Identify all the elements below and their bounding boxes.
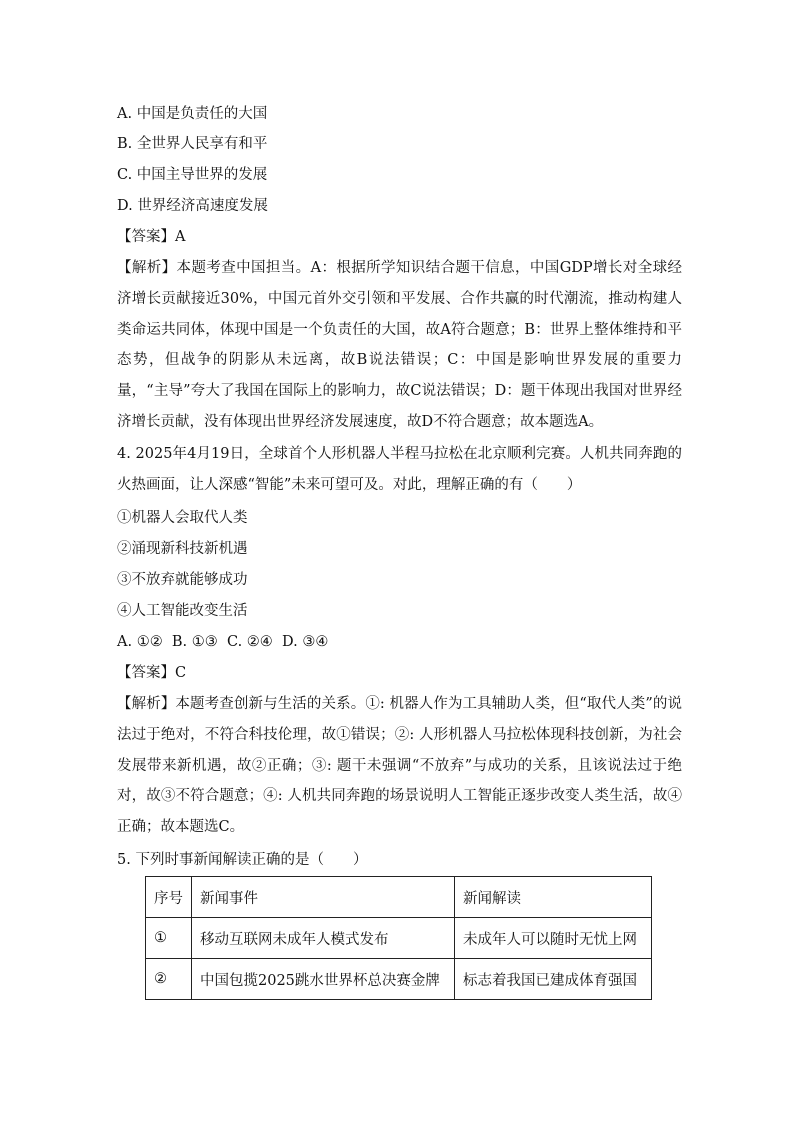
table-cell: 移动互联网未成年人模式发布 bbox=[192, 918, 455, 959]
news-table bbox=[145, 876, 652, 1000]
q4-options: A. ①② B. ①③ C. ②④ D. ③④ bbox=[117, 634, 329, 650]
table-cell: ② bbox=[146, 959, 192, 1000]
header-cell-number: 序号 bbox=[146, 877, 192, 918]
table-row bbox=[146, 959, 652, 1000]
q3-option-d: D. 世界经济高速度发展 bbox=[117, 198, 268, 214]
q4-item-1: ①机器人会取代人类 bbox=[117, 510, 248, 526]
q4-stem: 4. 2025年4月19日，全球首个人形机器人半程马拉松在北京顺利完赛。人机共同奔跑的火热画面，让人深感“智能”未来可望可及。对此，理解正确的有（ ） bbox=[117, 446, 682, 493]
header-cell-interpretation: 新闻解读 bbox=[455, 877, 652, 918]
q3-option-a: A. 中国是负责任的大国 bbox=[117, 106, 268, 122]
table-cell: 未成年人可以随时无忧上网 bbox=[455, 918, 652, 959]
q4-analysis: 【解析】本题考查创新与生活的关系。①: 机器人作为工具辅助人类，但“取代人类”的说法过于绝对，不符合科技伦理，故①错误；②: 人形机器人马拉松体现科技创新，为社会发展带来新机遇，故②正确；③: 题干未强调“不放弃”与成功的关系，且该说法过于绝对，故③不符合题意；④: 人机共同奔跑的场景说明人工智能正逐步改变人类生活，故④正确；故本题选C。 bbox=[117, 696, 682, 836]
table-row bbox=[146, 918, 652, 959]
table-cell: ① bbox=[146, 918, 192, 959]
q4-item-3: ③不放弃就能够成功 bbox=[117, 572, 248, 588]
table-cell: 中国包揽2025跳水世界杯总决赛金牌 bbox=[192, 959, 455, 1000]
q3-analysis: 【解析】本题考查中国担当。A：根据所学知识结合题干信息，中国GDP增长对全球经济增长贡献接近30%，中国元首外交引领和平发展、合作共赢的时代潮流，推动构建人类命运共同体，体现中国是一个负责任的大国，故A符合题意；B：世界上整体维持和平态势，但战争的阴影从未远离，故B说法错误；C：中国是影响世界发展的重要力量，“主导”夸大了我国在国际上的影响力，故C说法错误；D：题干体现出我国对世界经济增长贡献，没有体现出世界经济发展速度，故D不符合题意；故本题选A。 bbox=[117, 260, 682, 430]
table-cell: 标志着我国已建成体育强国 bbox=[455, 959, 652, 1000]
table-header-row bbox=[146, 877, 652, 918]
q3-answer: 【答案】A bbox=[117, 229, 186, 245]
q5-stem: 5. 下列时事新闻解读正确的是（ ） bbox=[117, 852, 368, 868]
q3-option-c: C. 中国主导世界的发展 bbox=[117, 167, 268, 183]
q4-item-4: ④人工智能改变生活 bbox=[117, 603, 248, 619]
header-cell-event: 新闻事件 bbox=[192, 877, 455, 918]
q4-item-2: ②涌现新科技新机遇 bbox=[117, 541, 248, 557]
q3-option-b: B. 全世界人民享有和平 bbox=[117, 136, 268, 152]
q4-answer: 【答案】C bbox=[117, 665, 187, 681]
